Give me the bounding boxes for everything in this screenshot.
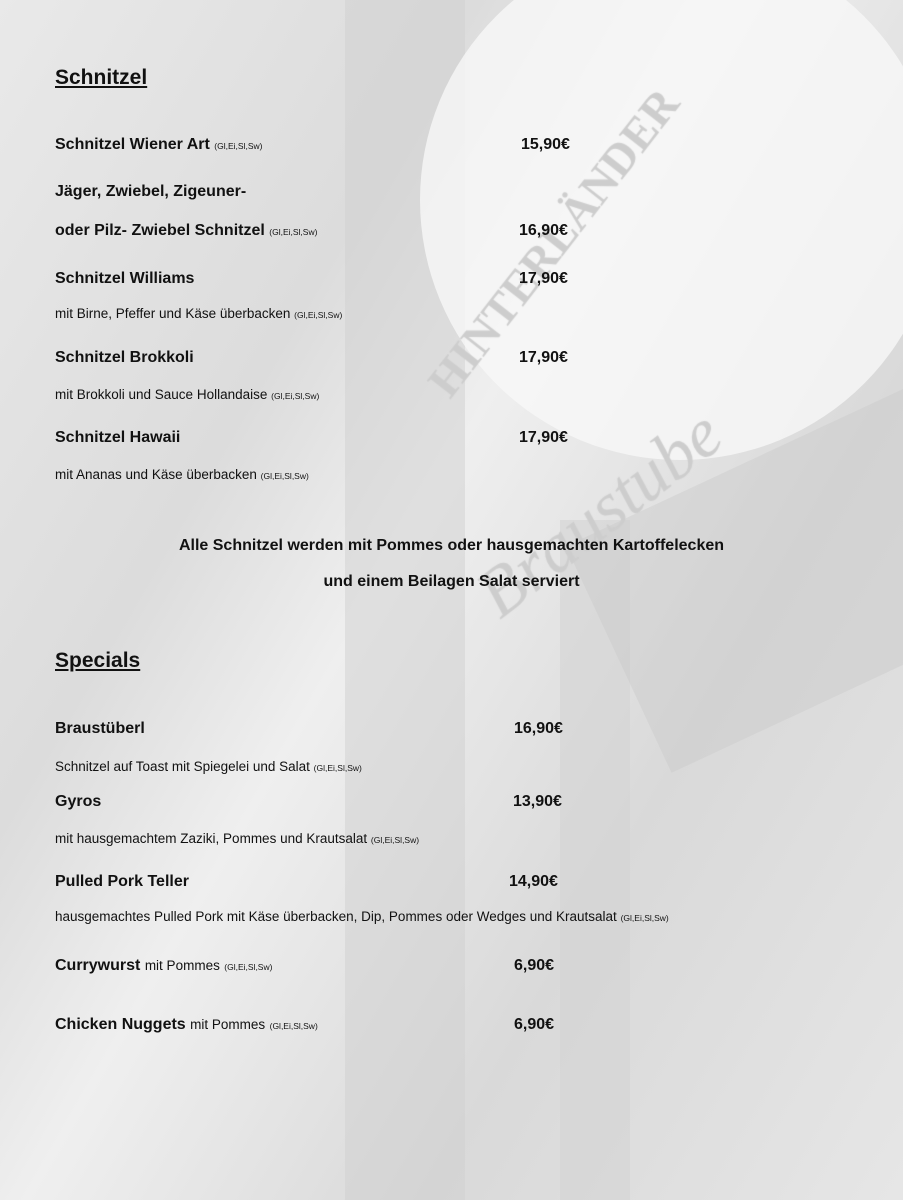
menu-item-description bbox=[55, 387, 319, 404]
allergens: (Gl,Ei,Sl,Sw) bbox=[269, 227, 318, 237]
menu-item-price: 17,90€ bbox=[519, 429, 568, 446]
menu-item-name bbox=[55, 957, 272, 976]
menu-item-description bbox=[55, 759, 362, 776]
description-text: Schnitzel auf Toast mit Spiegelei und Salat bbox=[55, 759, 310, 774]
allergens: (Gl,Ei,Sl,Sw) bbox=[224, 962, 273, 972]
menu-item-name bbox=[55, 1016, 318, 1035]
menu-item-name bbox=[55, 222, 317, 241]
description-text: mit Ananas und Käse überbacken bbox=[55, 467, 257, 482]
allergens: (Gl,Ei,Sl,Sw) bbox=[370, 835, 420, 845]
allergens: (Gl,Ei,Sl,Sw) bbox=[260, 471, 309, 481]
menu-item-name: Braustüberl bbox=[55, 720, 145, 737]
allergens: (Gl,Ei,Sl,Sw) bbox=[620, 913, 669, 923]
menu-item-name: Gyros bbox=[55, 793, 102, 810]
menu-item-name: Schnitzel Williams bbox=[55, 270, 195, 287]
item-suffix: mit Pommes bbox=[190, 1017, 266, 1032]
side-dish-note: und einem Beilagen Salat serviert bbox=[323, 573, 580, 590]
menu-item-name: Jäger, Zwiebel, Zigeuner- bbox=[55, 183, 247, 200]
menu-item-description bbox=[55, 306, 342, 323]
menu-item-name bbox=[55, 136, 262, 155]
menu-item-price: 17,90€ bbox=[519, 270, 568, 287]
item-name: Currywurst bbox=[55, 957, 141, 974]
allergens: (Gl,Ei,Sl,Sw) bbox=[271, 391, 320, 401]
description-text: hausgemachtes Pulled Pork mit Käse überbacken, Dip, Pommes oder Wedges und Krautsalat bbox=[55, 909, 617, 924]
side-dish-note: Alle Schnitzel werden mit Pommes oder hausgemachten Kartoffelecken bbox=[178, 537, 725, 554]
menu-item-price: 6,90€ bbox=[514, 957, 555, 974]
menu-item-name: Pulled Pork Teller bbox=[55, 873, 189, 890]
item-name: Schnitzel Wiener Art bbox=[55, 136, 210, 153]
allergens: (Gl,Ei,Sl,Sw) bbox=[313, 763, 362, 773]
menu-item-price: 17,90€ bbox=[519, 349, 568, 366]
allergens: (Gl,Ei,Sl,Sw) bbox=[214, 141, 263, 151]
item-suffix: mit Pommes bbox=[144, 958, 220, 973]
menu-item-name: Schnitzel Brokkoli bbox=[55, 349, 194, 366]
allergens: (Gl,Ei,Sl,Sw) bbox=[269, 1021, 318, 1031]
section-title-specials: Specials bbox=[55, 649, 141, 672]
menu-item-name: Schnitzel Hawaii bbox=[55, 429, 181, 446]
section-title-schnitzel: Schnitzel bbox=[55, 66, 148, 89]
menu-item-price: 15,90€ bbox=[521, 136, 570, 153]
menu-item-price: 6,90€ bbox=[514, 1016, 555, 1033]
menu-item-description bbox=[55, 467, 309, 484]
allergens: (Gl,Ei,Sl,Sw) bbox=[294, 310, 343, 320]
description-text: mit Brokkoli und Sauce Hollandaise bbox=[55, 387, 268, 402]
menu-item-price: 14,90€ bbox=[509, 873, 558, 890]
item-name: oder Pilz- Zwiebel Schnitzel bbox=[55, 222, 265, 239]
description-text: mit hausgemachtem Zaziki, Pommes und Krautsalat bbox=[55, 831, 368, 846]
menu-item-price: 16,90€ bbox=[519, 222, 568, 239]
menu-item-description bbox=[55, 831, 419, 848]
menu-item-price: 13,90€ bbox=[513, 793, 562, 810]
menu-item-description bbox=[55, 909, 669, 926]
menu-item-price: 16,90€ bbox=[514, 720, 563, 737]
item-name: Chicken Nuggets bbox=[55, 1016, 186, 1033]
description-text: mit Birne, Pfeffer und Käse überbacken bbox=[55, 306, 291, 321]
